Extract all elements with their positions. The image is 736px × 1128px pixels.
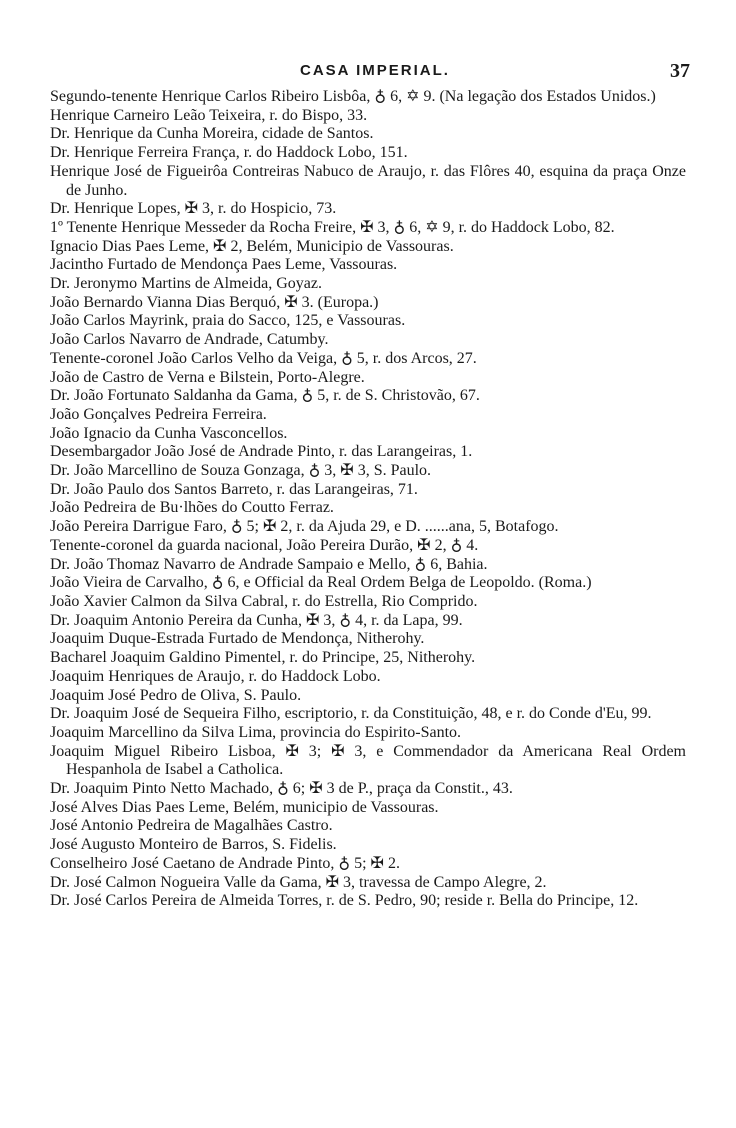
running-title: CASA IMPERIAL.: [300, 62, 450, 79]
directory-entry: João Pereira Darrigue Faro, ♁ 5; ✠ 2, r. da Ajuda 29, e D. ......ana, 5, Botafogo.: [50, 518, 559, 536]
directory-entry: Segundo-tenente Henrique Carlos Ribeiro Lisbôa, ♁ 6, ✡ 9. (Na legação dos Estados Unidos.): [50, 88, 656, 105]
directory-entry: Joaquim José Pedro de Oliva, S. Paulo.: [50, 686, 302, 704]
directory-entry: Jacintho Furtado de Mendonça Paes Leme, Vassouras.: [50, 256, 398, 274]
directory-entry: Joaquim Henriques de Araujo, r. do Haddock Lobo.: [50, 667, 381, 685]
directory-entry: Conselheiro José Caetano de Andrade Pinto, ♁ 5; ✠ 2.: [50, 854, 400, 872]
directory-entry: 1º Tenente Henrique Messeder da Rocha Freire, ✠ 3, ♁ 6, ✡ 9, r. do Haddock Lobo, 82.: [50, 218, 615, 236]
directory-entry: Dr. Henrique da Cunha Moreira, cidade de Santos.: [50, 125, 374, 143]
directory-entry: Joaquim Miguel Ribeiro Lisboa, ✠ 3; ✠ 3, e Commendador da Americana Real Ordem Hespanhola de Isabel a Catholica.: [50, 742, 686, 779]
directory-entry: Tenente-coronel da guarda nacional, João Pereira Durão, ✠ 2, ♁ 4.: [50, 536, 479, 554]
directory-entry: João Ignacio da Cunha Vasconcellos.: [50, 424, 288, 442]
page-header: [60, 60, 690, 84]
directory-entry: Bacharel Joaquim Galdino Pimentel, r. do Principe, 25, Nitherohy.: [50, 649, 476, 667]
directory-entry: José Antonio Pedreira de Magalhães Castro.: [50, 817, 333, 835]
directory-entry: Dr. João Thomaz Navarro de Andrade Sampaio e Mello, ♁ 6, Bahia.: [50, 555, 488, 573]
directory-entry: Desembargador João José de Andrade Pinto, r. das Larangeiras, 1.: [50, 443, 473, 461]
directory-entry: Dr. Henrique Ferreira França, r. do Haddock Lobo, 151.: [50, 144, 408, 162]
directory-entry: João Vieira de Carvalho, ♁ 6, e Official da Real Ordem Belga de Leopoldo. (Roma.): [50, 574, 592, 592]
directory-entry: Dr. Henrique Lopes, ✠ 3, r. do Hospicio, 73.: [50, 200, 337, 218]
directory-entry: Ignacio Dias Paes Leme, ✠ 2, Belém, Municipio de Vassouras.: [50, 237, 454, 255]
directory-entry: Dr. João Paulo dos Santos Barreto, r. das Larangeiras, 71.: [50, 480, 418, 498]
directory-entry: Dr. João Fortunato Saldanha da Gama, ♁ 5, r. de S. Christovão, 67.: [50, 387, 480, 405]
directory-entry: Joaquim Duque-Estrada Furtado de Mendonça, Nitherohy.: [50, 630, 425, 648]
directory-entry: João Xavier Calmon da Silva Cabral, r. do Estrella, Rio Comprido.: [50, 592, 478, 610]
directory-entry: João Pedreira de Bu·lhões do Coutto Ferraz.: [50, 499, 334, 517]
directory-entry: Henrique José de Figueirôa Contreiras Nabuco de Araujo, r. das Flôres 40, esquina da praça Onze de Junho.: [50, 162, 686, 199]
directory-entry: Henrique Carneiro Leão Teixeira, r. do Bispo, 33.: [50, 106, 368, 124]
directory-entry: Dr. Joaquim Pinto Netto Machado, ♁ 6; ✠ 3 de P., praça da Constit., 43.: [50, 780, 513, 798]
directory-entries: [50, 88, 686, 911]
directory-entry: Dr. Joaquim José de Sequeira Filho, escriptorio, r. da Constituição, 48, e r. do Conde d'Eu, 99.: [50, 705, 652, 723]
directory-entry: João Carlos Mayrink, praia do Sacco, 125, e Vassouras.: [50, 312, 406, 330]
page-number: 37: [670, 60, 690, 82]
directory-entry: Dr. José Carlos Pereira de Almeida Torres, r. de S. Pedro, 90; reside r. Bella do Principe, 12.: [50, 892, 639, 910]
directory-entry: Dr. Jeronymo Martins de Almeida, Goyaz.: [50, 275, 322, 293]
directory-entry: João Bernardo Vianna Dias Berquó, ✠ 3. (Europa.): [50, 293, 379, 311]
directory-entry: Dr. Joaquim Antonio Pereira da Cunha, ✠ 3, ♁ 4, r. da Lapa, 99.: [50, 611, 463, 629]
directory-entry: João Gonçalves Pedreira Ferreira.: [50, 405, 267, 423]
directory-entry: João de Castro de Verna e Bilstein, Porto-Alegre.: [50, 368, 365, 386]
directory-entry: José Augusto Monteiro de Barros, S. Fidelis.: [50, 836, 337, 854]
directory-entry: José Alves Dias Paes Leme, Belém, municipio de Vassouras.: [50, 798, 439, 816]
directory-entry: Joaquim Marcellino da Silva Lima, provincia do Espirito-Santo.: [50, 723, 462, 741]
directory-entry: Dr. José Calmon Nogueira Valle da Gama, ✠ 3, travessa de Campo Alegre, 2.: [50, 873, 547, 891]
directory-entry: Tenente-coronel João Carlos Velho da Veiga, ♁ 5, r. dos Arcos, 27.: [50, 349, 477, 367]
directory-entry: Dr. João Marcellino de Souza Gonzaga, ♁ 3, ✠ 3, S. Paulo.: [50, 462, 432, 480]
directory-entry: João Carlos Navarro de Andrade, Catumby.: [50, 331, 329, 349]
